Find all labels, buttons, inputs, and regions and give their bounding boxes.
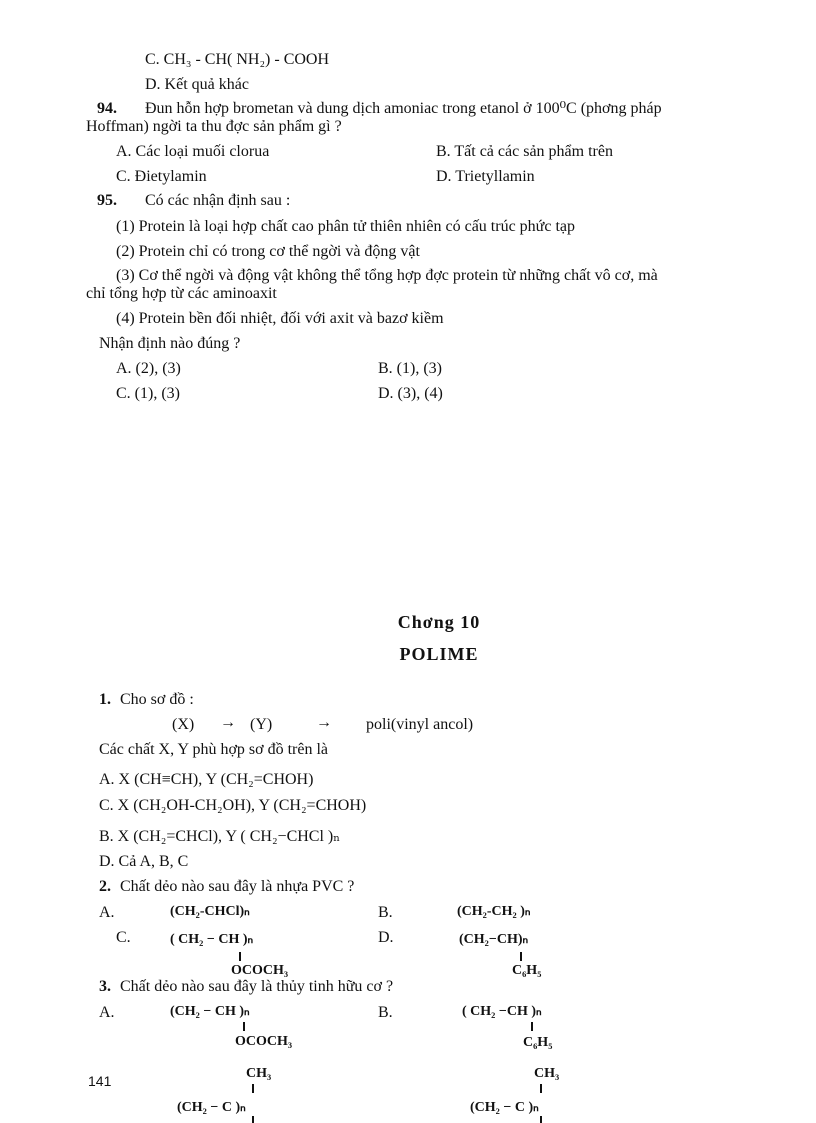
question-number: 95. — [97, 192, 117, 209]
formula-c-substituent: OCOCH₃ — [231, 963, 289, 978]
statement-1: (1) Protein là loại hợp chất cao phân tử thiên nhiên có cấu trúc phức tạp — [116, 218, 575, 235]
answer-c-label: C. — [116, 929, 131, 946]
question-number: 94. — [97, 100, 117, 117]
answer-a: A. X (CH≡CH), Y (CH₂=CHOH) — [99, 771, 314, 788]
answer-c: C. Đietylamin — [116, 168, 207, 185]
formula-d-top: CH₃ — [534, 1066, 560, 1081]
answer-d: D. Trietyllamin — [436, 168, 535, 185]
option-c: C. CH₃ - CH( NH₂) - COOH — [145, 51, 330, 68]
formula-a: (CH₂-CHCl)ₙ — [170, 904, 250, 919]
question-number: 2. — [99, 878, 111, 895]
scheme-y: (Y) — [250, 716, 273, 733]
question-ask: Các chất X, Y phù hợp sơ đồ trên là — [99, 741, 329, 758]
bond-line — [252, 1116, 254, 1123]
formula-c-top: CH₃ — [246, 1066, 272, 1081]
formula-d: (CH₂−CH)ₙ — [459, 932, 529, 947]
formula-c: ( CH₂ − CH )ₙ — [170, 932, 254, 947]
question-text: Có các nhận định sau : — [145, 192, 291, 209]
question-text: Chất dẻo nào sau đây là nhựa PVC ? — [120, 878, 355, 895]
answer-c: C. (1), (3) — [116, 385, 180, 402]
statement-2: (2) Protein chỉ có trong cơ thể ngời và động vật — [116, 243, 420, 260]
bond-line — [239, 952, 241, 961]
answer-a-label: A. — [99, 904, 115, 921]
statement-3: (3) Cơ thể ngời và động vật không thể tổng hợp đợc protein từ những chất vô cơ, mà — [116, 267, 658, 284]
answer-d-label: D. — [378, 929, 394, 946]
formula-b: (CH₂-CH₂ )ₙ — [457, 904, 531, 919]
answer-d: D. (3), (4) — [378, 385, 443, 402]
formula-a-substituent: OCOCH₃ — [235, 1034, 293, 1049]
bond-line — [520, 952, 522, 961]
arrow-icon: → — [316, 714, 332, 731]
bond-line — [243, 1022, 245, 1031]
bond-line — [540, 1084, 542, 1093]
answer-b: B. X (CH₂=CHCl), Y ( CH₂−CHCl )ₙ — [99, 828, 341, 845]
formula-d: (CH₂ − C )ₙ — [470, 1100, 539, 1115]
answer-b: B. (1), (3) — [378, 360, 442, 377]
question-ask: Nhận định nào đúng ? — [99, 335, 241, 352]
bond-line — [252, 1084, 254, 1093]
answer-c: C. X (CH₂OH-CH₂OH), Y (CH₂=CHOH) — [99, 797, 367, 814]
answer-a-label: A. — [99, 1004, 115, 1021]
chapter-title: Chơng 10 — [397, 612, 481, 632]
formula-a: (CH₂ − CH )ₙ — [170, 1004, 250, 1019]
question-number: 3. — [99, 978, 111, 995]
formula-c: (CH₂ − C )ₙ — [177, 1100, 246, 1115]
answer-a: A. Các loại muối clorua — [116, 143, 270, 160]
arrow-icon: → — [220, 714, 236, 731]
statement-4: (4) Protein bền đối nhiệt, đối với axit và bazơ kiềm — [116, 310, 444, 327]
formula-b: ( CH₂ −CH )ₙ — [462, 1004, 542, 1019]
answer-d: D. Cả A, B, C — [99, 853, 189, 870]
scheme-x: (X) — [172, 716, 195, 733]
question-number: 1. — [99, 691, 111, 708]
question-text: Chất dẻo nào sau đây là thủy tinh hữu cơ ? — [120, 978, 394, 995]
page-number: 141 — [88, 1073, 112, 1089]
chapter-subtitle: POLIME — [399, 644, 479, 664]
question-text: Đun hỗn hợp brometan và dung dịch amoniac trong etanol ở 100⁰C (phơng pháp — [145, 100, 662, 117]
answer-b: B. Tất cả các sản phẩm trên — [436, 143, 613, 160]
formula-b-substituent: C₆H₅ — [523, 1035, 553, 1050]
answer-b-label: B. — [378, 1004, 393, 1021]
formula-d-substituent: C₆H₅ — [512, 963, 542, 978]
answer-a: A. (2), (3) — [116, 360, 181, 377]
bond-line — [540, 1116, 542, 1123]
question-text: Cho sơ đồ : — [120, 691, 194, 708]
answer-b-label: B. — [378, 904, 393, 921]
statement-3-cont: chỉ tổng hợp từ các aminoaxit — [86, 285, 277, 302]
option-d: D. Kết quả khác — [145, 76, 249, 93]
bond-line — [531, 1022, 533, 1031]
scheme-product: poli(vinyl ancol) — [366, 716, 474, 733]
question-text-cont: Hoffman) ngời ta thu đợc sản phẩm gì ? — [86, 118, 342, 135]
